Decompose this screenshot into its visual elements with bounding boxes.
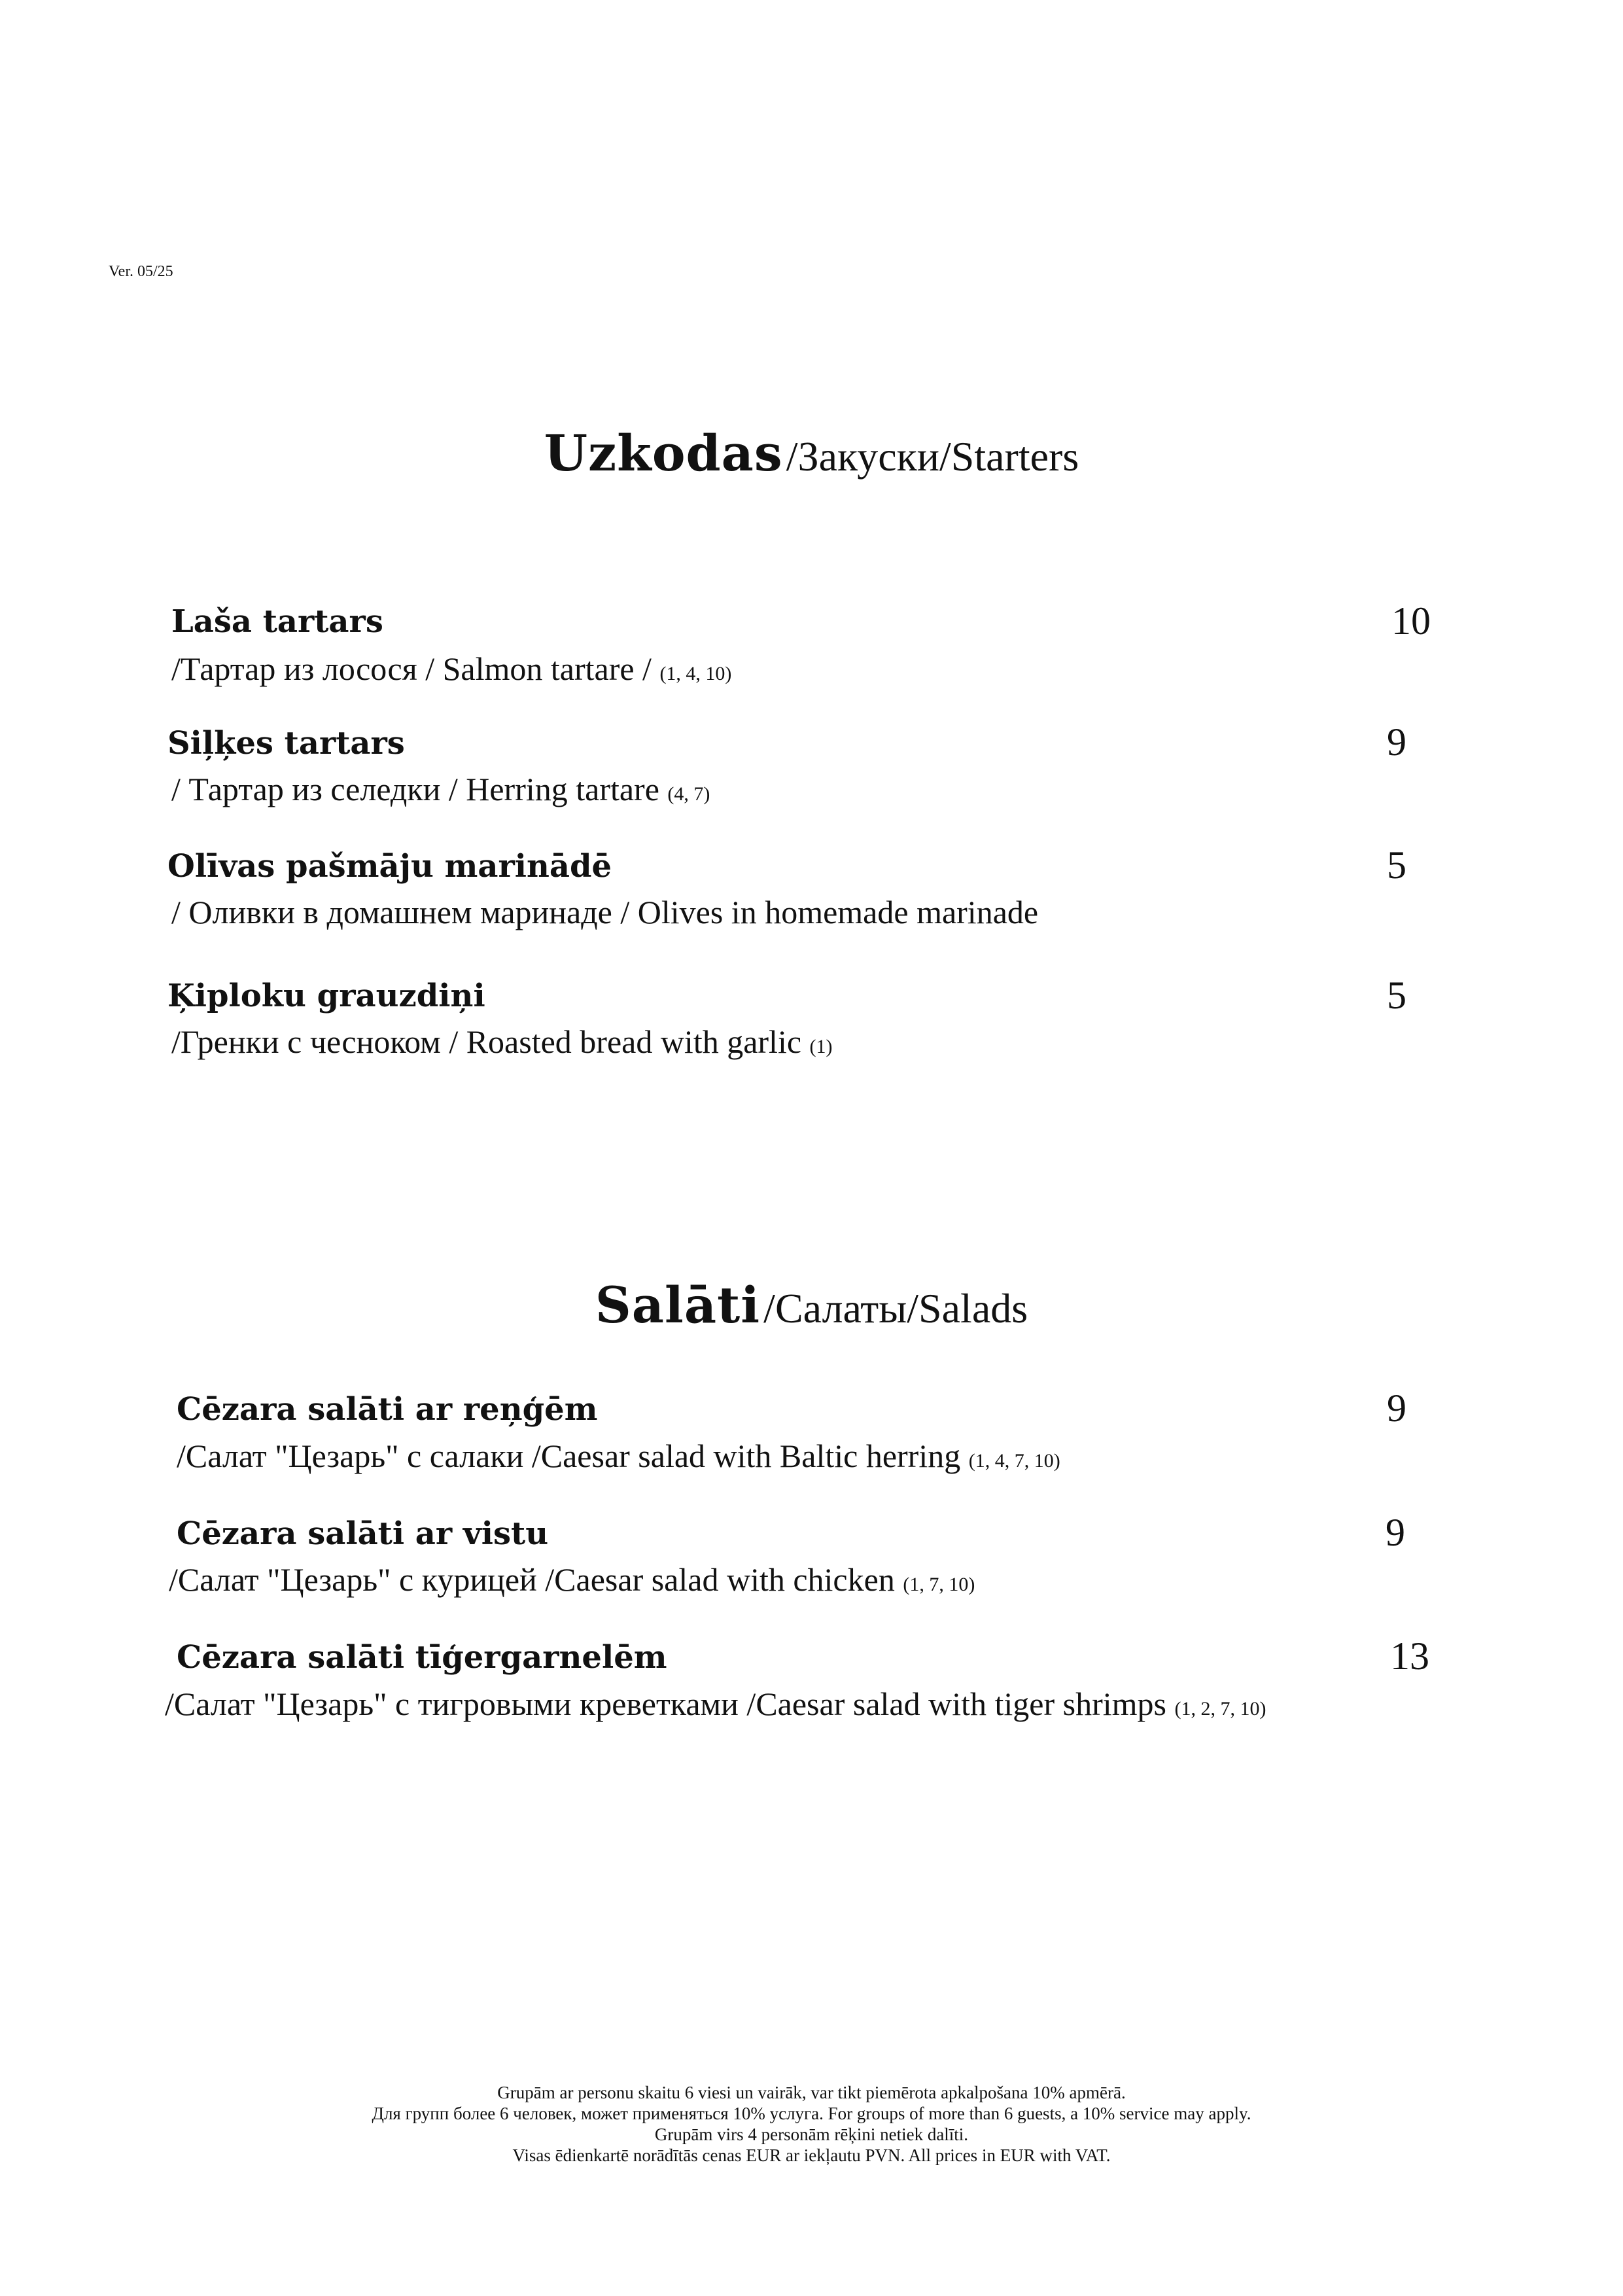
item-description-text: /Гренки с чесноком / Roasted bread with garlic bbox=[171, 1023, 802, 1060]
item-name: Olīvas pašmāju marinādē bbox=[167, 848, 612, 885]
item-allergens: (1, 7, 10) bbox=[903, 1574, 975, 1595]
item-description-text: / Тартар из селедки / Herring tartare bbox=[171, 771, 659, 807]
item-description-text: /Салат "Цезарь" с салаки /Caesar salad with Baltic herring bbox=[177, 1438, 961, 1474]
item-description bbox=[171, 1023, 833, 1061]
footer-bill-split-note: Grupām virs 4 personām rēķini netiek dalīti. bbox=[654, 2125, 969, 2144]
item-price: 10 bbox=[1391, 599, 1431, 643]
item-allergens: (4, 7) bbox=[667, 783, 710, 805]
item-allergens: (1, 4, 7, 10) bbox=[968, 1450, 1060, 1472]
item-price: 13 bbox=[1390, 1634, 1429, 1678]
item-name: Cēzara salāti tīģergarnelēm bbox=[177, 1639, 667, 1676]
menu-footer-notes bbox=[0, 2082, 1623, 2166]
starters-title-translations: /Закуски/Starters bbox=[786, 433, 1079, 480]
menu-version: Ver. 05/25 bbox=[109, 263, 173, 280]
starters-title-lv: Uzkodas bbox=[544, 424, 783, 482]
item-description bbox=[171, 893, 1038, 931]
item-name: Cēzara salāti ar reņģēm bbox=[177, 1391, 598, 1428]
item-description-text: /Тартар из лосося / Salmon tartare / bbox=[171, 650, 652, 687]
item-description bbox=[169, 1561, 975, 1598]
item-name: Ķiploku grauzdiņi bbox=[167, 978, 485, 1014]
item-name: Cēzara salāti ar vistu bbox=[177, 1515, 549, 1552]
item-description-text: / Оливки в домашнем маринаде / Olives in homemade marinade bbox=[171, 894, 1039, 930]
salads-title-translations: /Салаты/Salads bbox=[763, 1285, 1028, 1332]
item-description bbox=[177, 1437, 1060, 1475]
footer-service-charge-lv: Grupām ar personu skaitu 6 viesi un vairāk, var tikt piemērota apkalpošana 10% apmērā. bbox=[497, 2083, 1126, 2102]
item-allergens: (1, 2, 7, 10) bbox=[1174, 1698, 1266, 1720]
item-description bbox=[171, 650, 731, 688]
item-name: Siļķes tartars bbox=[167, 725, 405, 762]
item-price: 9 bbox=[1387, 1386, 1406, 1430]
item-price: 5 bbox=[1387, 843, 1406, 887]
item-price: 9 bbox=[1387, 720, 1406, 764]
salads-section-title bbox=[0, 1276, 1623, 1334]
item-allergens: (1) bbox=[809, 1036, 833, 1057]
starters-section-title bbox=[0, 424, 1623, 482]
item-price: 5 bbox=[1387, 974, 1406, 1017]
footer-service-charge-ru-en: Для групп более 6 человек, может применяться 10% услуга. For groups of more than 6 guests, a 10% service may apply. bbox=[372, 2104, 1251, 2123]
item-name: Laša tartars bbox=[171, 603, 383, 640]
item-allergens: (1, 4, 10) bbox=[659, 663, 732, 684]
item-description bbox=[171, 770, 710, 808]
footer-prices-vat-note: Visas ēdienkartē norādītās cenas EUR ar iekļautu PVN. All prices in EUR with VAT. bbox=[512, 2146, 1111, 2165]
item-description bbox=[165, 1685, 1266, 1723]
item-description-text: /Салат "Цезарь" с тигровыми креветками /Caesar salad with tiger shrimps bbox=[165, 1686, 1166, 1722]
salads-title-lv: Salāti bbox=[595, 1276, 761, 1334]
item-description-text: /Салат "Цезарь" с курицей /Caesar salad with chicken bbox=[169, 1561, 895, 1598]
item-price: 9 bbox=[1386, 1511, 1405, 1554]
